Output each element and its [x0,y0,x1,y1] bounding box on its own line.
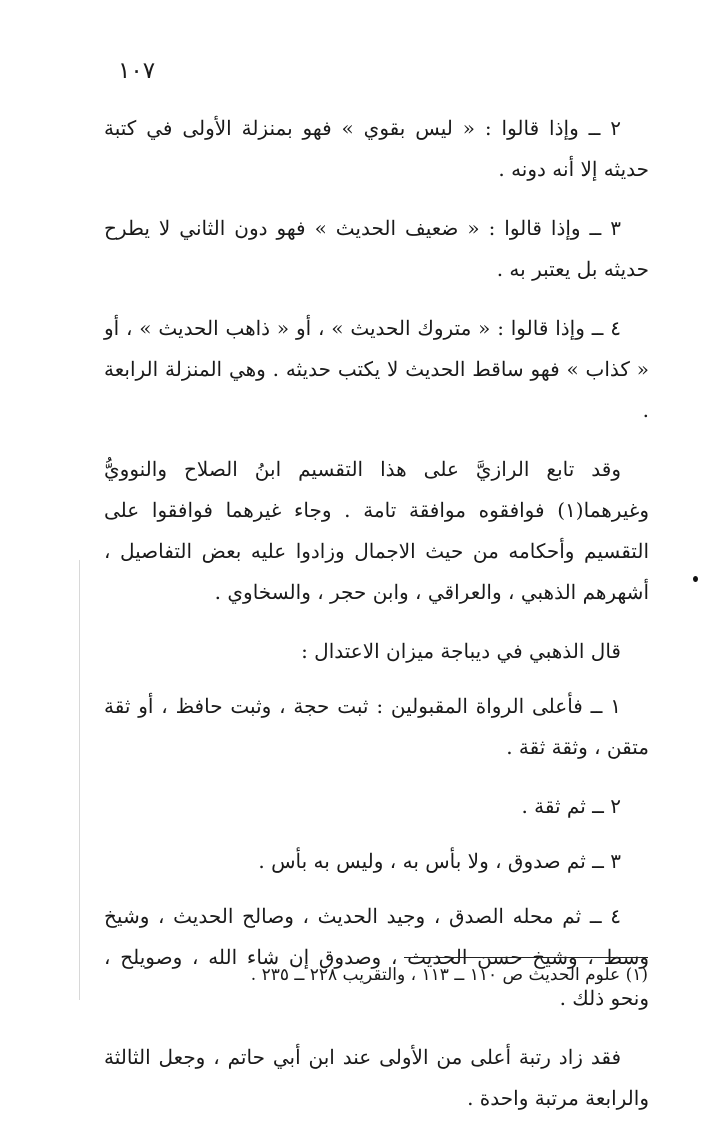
paragraph-dhahabi-3: ٣ ــ ثم صدوق ، ولا بأس به ، وليس به بأس . [258,849,621,873]
paragraph-dhahabi-2: ٢ ــ ثم ثقة . [521,794,621,818]
paragraph-dhahabi-1: ١ ــ فأعلى الرواة المقبولين : ثبت حجة ، وثبت حافظ ، أو ثقة متقن ، وثقة ثقة . [104,694,649,759]
scan-margin-line [79,560,80,1000]
paragraph-dhahabi-4: ٤ ــ ثم محله الصدق ، وجيد الحديث ، وصالح الحديث ، وشيخ وسط ، وشيخ حسن الحديث ، وصدوق إن شاء الله ، وصويلح ، ونحو ذلك . [104,904,649,1010]
paragraph-rank-4: ٤ ــ وإذا قالوا : « متروك الحديث » ، أو « ذاهب الحديث » ، أو « كذاب » فهو ساقط الحديث لا يكتب حديثه . وهي المنزلة الرابعة . [104,316,649,422]
page-number: ١٠٧ [118,58,156,84]
margin-dot [693,576,698,582]
footnote: (١) علوم الحديث ص ١١٠ ــ ١١٣ ، والتقريب ٢٢٨ ــ ٢٣٥ . [250,965,648,985]
paragraph-commentary: وقد تابع الرازيَّ على هذا التقسيم ابنُ الصلاح والنوويُّ وغيرهما(١) فوافقوه موافقة تامة . وجاء غيرهما فوافقوا على التقسيم وأحكامه من حيث الاجمال وزادوا عليه بعض التفاصيل ، أشهرهم الذهبي ، والعراقي ، وابن حجر ، والسخاوي . [104,457,649,604]
paragraph-rank-2: ٢ ــ وإذا قالوا : « ليس بقوي » فهو بمنزلة الأولى في كتبة حديثه إلا أنه دونه . [104,116,649,181]
paragraph-conclusion: فقد زاد رتبة أعلى من الأولى عند ابن أبي حاتم ، وجعل الثالثة والرابعة مرتبة واحدة . [104,1045,649,1110]
footnote-divider [404,957,648,958]
paragraph-dhahabi-intro: قال الذهبي في ديباجة ميزان الاعتدال : [301,639,621,663]
paragraph-rank-3: ٣ ــ وإذا قالوا : « ضعيف الحديث » فهو دون الثاني لا يطرح حديثه بل يعتبر به . [104,216,649,281]
